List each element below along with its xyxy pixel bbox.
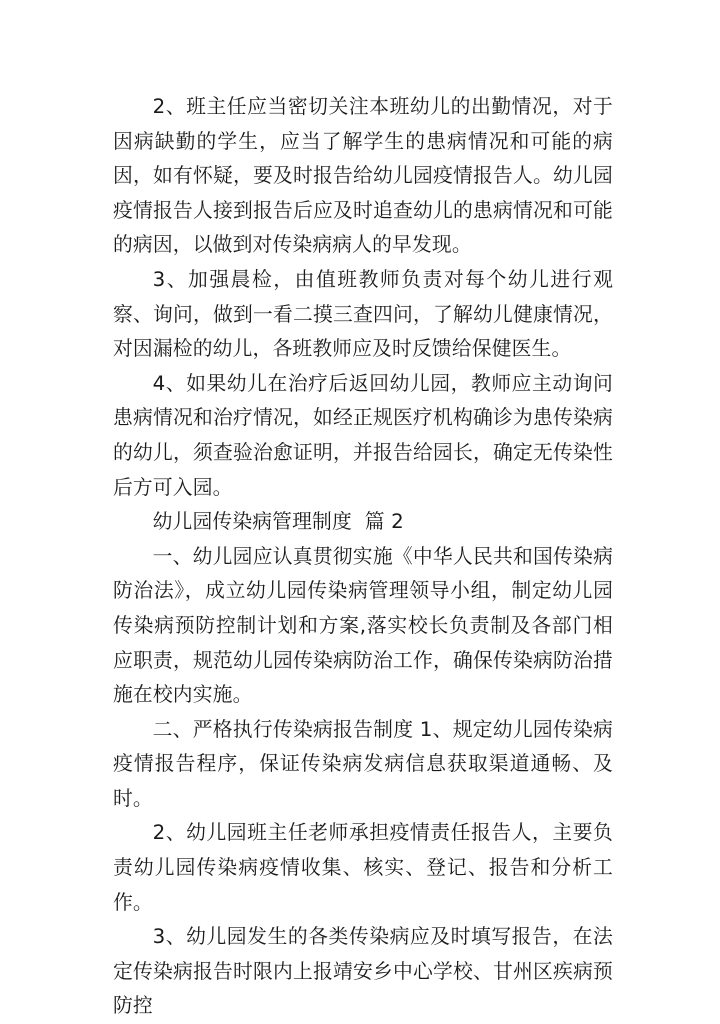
paragraph-section-2: 二、严格执行传染病报告制度 1、规定幼儿园传染病疫情报告程序，保证传染病发病信息获取渠道通畅、及时。 bbox=[113, 717, 613, 810]
section-heading: 幼儿园传染病管理制度 篇 2 bbox=[152, 510, 404, 534]
document-body bbox=[113, 90, 613, 1024]
paragraph-item-3: 3、加强晨检，由值班教师负责对每个幼儿进行观察、询问，做到一看二摸三查四问，了解幼儿健康情况，对因漏检的幼儿，各班教师应及时反馈给保健医生。 bbox=[113, 267, 613, 361]
paragraph-item-4: 4、如果幼儿在治疗后返回幼儿园，教师应主动询问患病情况和治疗情况，如经正规医疗机构确诊为患传染病的幼儿，须查验治愈证明，并报告给园长，确定无传染性后方可入园。 bbox=[113, 371, 613, 499]
paragraph-section-1: 一、幼儿园应认真贯彻实施《中华人民共和国传染病防治法》，成立幼儿园传染病管理领导小组，制定幼儿园传染病预防控制计划和方案,落实校长负责制及各部门相应职责，规范幼儿园传染病防治工作，确保传染病防治措施在校内实施。 bbox=[113, 544, 613, 707]
paragraph-reporter: 2、幼儿园班主任老师承担疫情责任报告人，主要负责幼儿园传染病疫情收集、核实、登记、报告和分析工作。 bbox=[113, 821, 613, 914]
paragraph-report-timing: 3、幼儿园发生的各类传染病应及时填写报告，在法定传染病报告时限内上报靖安乡中心学校、甘州区疾病预防控 bbox=[113, 925, 613, 1018]
paragraph-item-2: 2、班主任应当密切关注本班幼儿的出勤情况，对于因病缺勤的学生，应当了解学生的患病情况和可能的病因，如有怀疑，要及时报告给幼儿园疫情报告人。幼儿园疫情报告人接到报告后应及时追查幼儿的患病情况和可能的病因，以做到对传染病病人的早发现。 bbox=[113, 95, 613, 257]
